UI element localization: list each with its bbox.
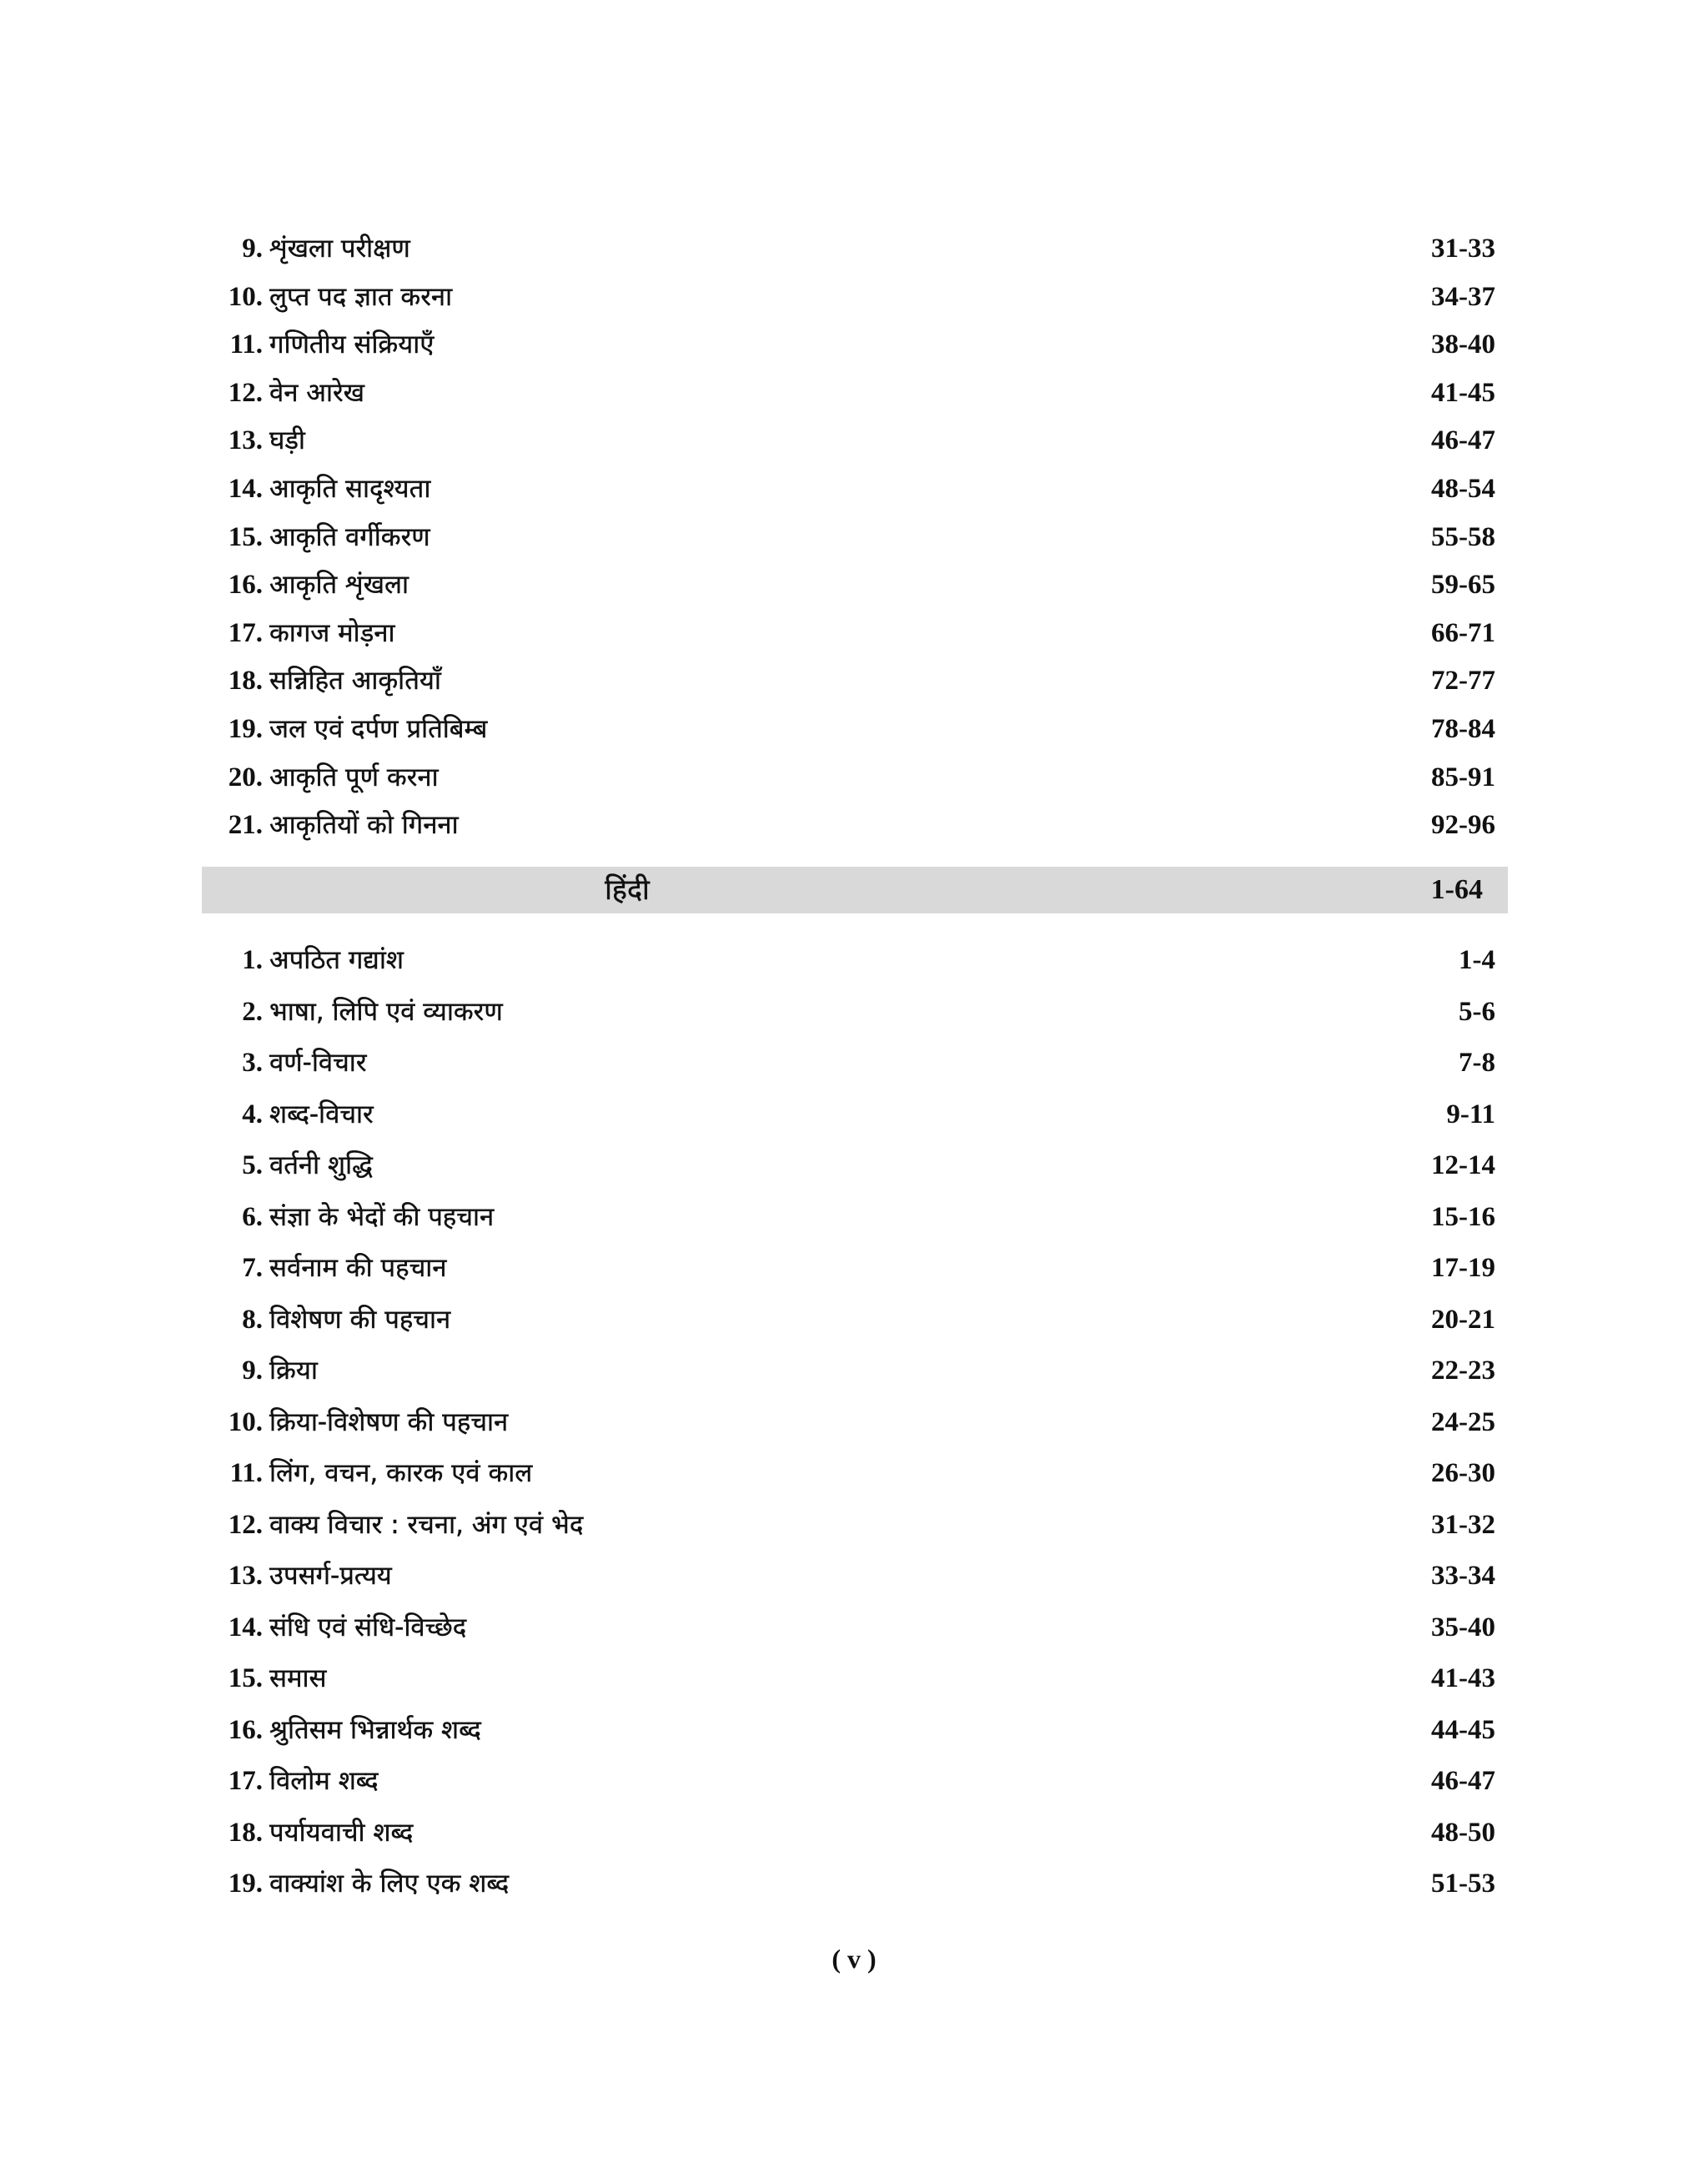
toc-entry xyxy=(202,1808,1506,1859)
entry-number: 17. xyxy=(228,1766,263,1796)
toc-entry xyxy=(202,465,1506,514)
entry-pages: 9-11 xyxy=(1446,1099,1495,1129)
entry-title: शृंखला परीक्षण xyxy=(269,234,410,264)
toc-entry xyxy=(202,417,1506,465)
entry-number: 5. xyxy=(242,1150,263,1180)
entry-title: वाक्यांश के लिए एक शब्द xyxy=(269,1869,510,1899)
entry-number: 19. xyxy=(228,713,263,744)
page-number: ( v ) xyxy=(831,1944,877,1974)
toc-entry xyxy=(202,1038,1506,1089)
toc-entry xyxy=(202,1089,1506,1141)
entry-pages: 12-14 xyxy=(1431,1150,1495,1180)
entry-pages: 59-65 xyxy=(1431,570,1495,601)
entry-number: 18. xyxy=(228,1817,263,1848)
entry-title: वाक्य विचार : रचना, अंग एवं भेद xyxy=(269,1509,584,1540)
toc-entry xyxy=(202,1448,1506,1500)
toc-entry xyxy=(202,225,1506,274)
toc-entry xyxy=(202,987,1506,1039)
entry-number: 9. xyxy=(242,234,263,264)
toc-entry xyxy=(202,1140,1506,1192)
toc-entry xyxy=(202,1295,1506,1346)
toc-entry xyxy=(202,321,1506,370)
section-title: हिंदी xyxy=(605,873,650,907)
entry-pages: 31-33 xyxy=(1431,234,1495,264)
toc-entry xyxy=(202,706,1506,754)
toc-entry xyxy=(202,1859,1506,1910)
entry-number: 8. xyxy=(242,1304,263,1335)
entry-pages: 51-53 xyxy=(1431,1869,1495,1899)
entry-number: 15. xyxy=(228,1663,263,1693)
entry-title: जल एवं दर्पण प्रतिबिम्ब xyxy=(269,713,488,744)
entry-number: 18. xyxy=(228,666,263,697)
entry-pages: 1-4 xyxy=(1459,945,1495,975)
toc-entry xyxy=(202,561,1506,610)
entry-number: 1. xyxy=(242,945,263,975)
entry-number: 20. xyxy=(228,762,263,792)
entry-pages: 46-47 xyxy=(1431,1766,1495,1796)
toc-entry xyxy=(202,1397,1506,1449)
toc-entry xyxy=(202,274,1506,322)
entry-title: भाषा, लिपि एवं व्याकरण xyxy=(269,996,503,1027)
entry-pages: 35-40 xyxy=(1431,1612,1495,1642)
toc-entry xyxy=(202,610,1506,658)
entry-pages: 41-45 xyxy=(1431,377,1495,408)
entry-title: संधि एवं संधि-विच्छेद xyxy=(269,1612,467,1642)
toc-entry xyxy=(202,370,1506,418)
entry-number: 12. xyxy=(228,1509,263,1540)
entry-number: 4. xyxy=(242,1099,263,1129)
entry-pages: 24-25 xyxy=(1431,1406,1495,1437)
toc-entry xyxy=(202,1346,1506,1397)
entry-number: 2. xyxy=(242,996,263,1027)
entry-title: शब्द-विचार xyxy=(269,1099,374,1129)
entry-pages: 72-77 xyxy=(1431,666,1495,697)
entry-title: सर्वनाम की पहचान xyxy=(269,1253,447,1283)
entry-title: वेन आरेख xyxy=(269,377,365,408)
entry-number: 13. xyxy=(228,1561,263,1591)
entry-title: आकृतियों को गिनना xyxy=(269,810,459,841)
toc-entry xyxy=(202,935,1506,987)
entry-pages: 41-43 xyxy=(1431,1663,1495,1693)
entry-title: वर्ण-विचार xyxy=(269,1048,367,1078)
section-pages: 1-64 xyxy=(1430,874,1483,905)
entry-title: आकृति पूर्ण करना xyxy=(269,762,439,792)
entry-number: 6. xyxy=(242,1201,263,1232)
entry-pages: 55-58 xyxy=(1431,521,1495,552)
entry-pages: 33-34 xyxy=(1431,1561,1495,1591)
entry-title: संज्ञा के भेदों की पहचान xyxy=(269,1201,495,1232)
entry-title: लुप्त पद ज्ञात करना xyxy=(269,281,453,312)
entry-number: 14. xyxy=(228,473,263,504)
entry-title: पर्यायवाची शब्द xyxy=(269,1817,414,1848)
entry-pages: 92-96 xyxy=(1431,810,1495,841)
entry-number: 19. xyxy=(228,1869,263,1899)
entry-pages: 44-45 xyxy=(1431,1714,1495,1745)
entry-pages: 17-19 xyxy=(1431,1253,1495,1283)
entry-number: 10. xyxy=(228,1406,263,1437)
entry-title: समास xyxy=(269,1663,327,1693)
entry-number: 21. xyxy=(228,810,263,841)
entry-title: सन्निहित आकृतियाँ xyxy=(269,666,441,697)
entry-title: श्रुतिसम भिन्नार्थक शब्द xyxy=(269,1714,481,1745)
entry-number: 16. xyxy=(228,1714,263,1745)
toc-entry xyxy=(202,1192,1506,1244)
entry-pages: 46-47 xyxy=(1431,425,1495,456)
entry-title: घड़ी xyxy=(269,425,305,456)
entry-title: गणितीय संक्रियाएँ xyxy=(269,329,435,360)
entry-title: उपसर्ग-प्रत्यय xyxy=(269,1561,392,1591)
entry-number: 11. xyxy=(229,329,263,360)
entry-pages: 34-37 xyxy=(1431,281,1495,312)
entry-number: 17. xyxy=(228,617,263,648)
entry-title: क्रिया xyxy=(269,1356,318,1386)
entry-number: 16. xyxy=(228,570,263,601)
entry-number: 9. xyxy=(242,1356,263,1386)
entry-number: 10. xyxy=(228,281,263,312)
toc-entry xyxy=(202,1756,1506,1808)
toc-entry xyxy=(202,1705,1506,1757)
entry-pages: 85-91 xyxy=(1431,762,1495,792)
entry-pages: 20-21 xyxy=(1431,1304,1495,1335)
entry-pages: 48-50 xyxy=(1431,1817,1495,1848)
entry-title: कागज मोड़ना xyxy=(269,617,395,648)
entry-title: आकृति शृंखला xyxy=(269,570,409,601)
toc-entry xyxy=(202,1243,1506,1295)
entry-title: आकृति वर्गीकरण xyxy=(269,521,430,552)
entry-number: 12. xyxy=(228,377,263,408)
entry-pages: 7-8 xyxy=(1459,1048,1495,1078)
entry-number: 7. xyxy=(242,1253,263,1283)
entry-title: आकृति सादृश्यता xyxy=(269,473,431,504)
toc-entry xyxy=(202,1602,1506,1654)
entry-pages: 26-30 xyxy=(1431,1458,1495,1488)
entry-number: 11. xyxy=(229,1458,263,1488)
entry-pages: 22-23 xyxy=(1431,1356,1495,1386)
entry-number: 13. xyxy=(228,425,263,456)
section-header-hindi xyxy=(202,867,1508,913)
toc-entry xyxy=(202,1500,1506,1552)
toc-entry xyxy=(202,1551,1506,1602)
entry-pages: 66-71 xyxy=(1431,617,1495,648)
entry-number: 14. xyxy=(228,1612,263,1642)
entry-title: लिंग, वचन, कारक एवं काल xyxy=(269,1458,533,1488)
entry-title: वर्तनी शुद्धि xyxy=(269,1150,373,1180)
entry-pages: 78-84 xyxy=(1431,713,1495,744)
reasoning-toc xyxy=(202,225,1506,850)
entry-title: विलोम शब्द xyxy=(269,1766,379,1796)
toc-entry xyxy=(202,802,1506,850)
entry-title: अपठित गद्यांश xyxy=(269,945,404,975)
hindi-toc xyxy=(202,935,1506,1910)
entry-pages: 48-54 xyxy=(1431,473,1495,504)
entry-pages: 5-6 xyxy=(1459,996,1495,1027)
toc-entry xyxy=(202,657,1506,706)
entry-title: क्रिया-विशेषण की पहचान xyxy=(269,1406,509,1437)
entry-pages: 38-40 xyxy=(1431,329,1495,360)
toc-entry xyxy=(202,754,1506,802)
entry-number: 3. xyxy=(242,1048,263,1078)
entry-pages: 31-32 xyxy=(1431,1509,1495,1540)
toc-entry xyxy=(202,514,1506,562)
entry-pages: 15-16 xyxy=(1431,1201,1495,1232)
toc-entry xyxy=(202,1653,1506,1705)
entry-title: विशेषण की पहचान xyxy=(269,1304,451,1335)
entry-number: 15. xyxy=(228,521,263,552)
